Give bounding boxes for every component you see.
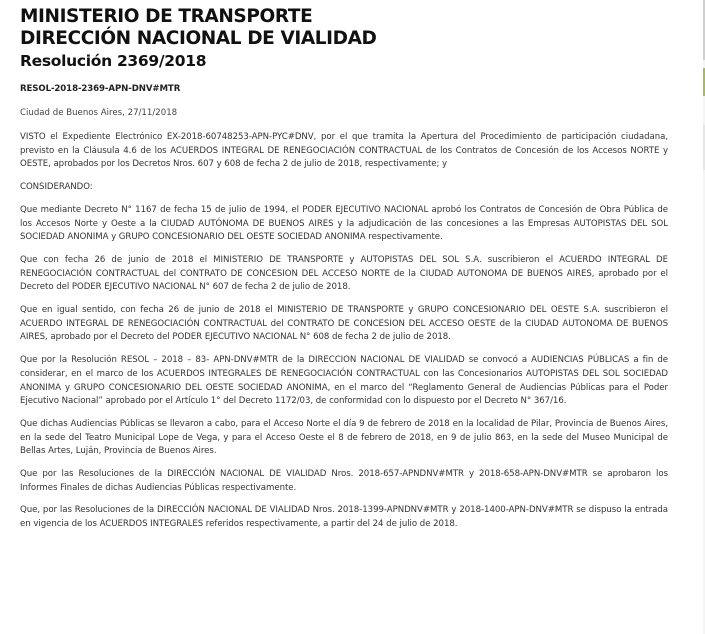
resolution-title: Resolución 2369/2018 bbox=[20, 52, 207, 70]
document-page bbox=[20, 6, 668, 532]
ministry-heading: MINISTERIO DE TRANSPORTE bbox=[20, 6, 313, 27]
paragraph: Que por las Resoluciones de la DIRECCIÓN NACIONAL DE VIALIDAD Nros. 2018-657-APNDNV#MTR y 2018-658-APN-DNV#MTR se aprobaron los Informes Finales de dichas Audiencias Públicas respectivamente. bbox=[20, 469, 668, 493]
paragraph: Que por la Resolución RESOL – 2018 – 83- APN-DNV#MTR de la DIRECCION NACIONAL DE VIALIDAD se convocó a AUDIENCIAS PÚBLICAS a fin de considerar, en el marco de los ACUERDOS INTEGRALES DE RENEGOCIACIÓN CONTRACTUAL con las Concesionarios AUTOPISTAS DEL SOL SOCIEDAD ANONIMA y GRUPO CONCESIONARIO DEL OESTE SOCIEDAD ANONIMA, en el marco del “Reglamento General de Audiencias Públicas para el Poder Ejecutivo Nacional” aprobado por el Artículo 1° del Decreto 1172/03, de conformidad con lo dispuesto por el Decreto N° 367/16. bbox=[20, 355, 668, 407]
paragraph: Que, por las Resoluciones de la DIRECCIÓN NACIONAL DE VIALIDAD Nros. 2018-1399-APNDNV#MTR y 2018-1400-APN-DNV#MTR se dispuso la entrada en vigencia de los ACUERDOS INTEGRALES referidos respectivamente, a partir del 24 de julio de 2018. bbox=[20, 505, 668, 530]
paragraph: Que con fecha 26 de junio de 2018 el MINISTERIO DE TRANSPORTE y AUTOPISTAS DEL SOL S.A. suscribieron el ACUERDO INTEGRAL DE RENEGOCIACIÓN CONTRACTUAL del CONTRATO DE CONCESION DEL ACCESO NORTE de la CIUDAD AUTONOMA DE BUENOS AIRES, aprobado por el Decreto del PODER EJECUTIVO NACIONAL N° 607 de fecha 2 de julio de 2018. bbox=[20, 254, 668, 293]
paragraph-visto: VISTO el Expediente Electrónico EX-2018-60748253-APN-PYC#DNV, por el que tramita la Apertura del Procedimiento de participación ciudadana, previsto en la Cláusula 4.6 de los ACUERDOS INTEGRAL DE RENEGOCIACIÓN CONTRACTUAL de los Contratos de Concesión de los Accesos NORTE y OESTE, aprobados por los Decretos Nros. 607 y 608 de fecha 2 de julio de 2018, respectivamente; y bbox=[20, 132, 668, 170]
paragraph: Que dichas Audiencias Públicas se llevaron a cabo, para el Acceso Norte el día 9 de febrero de 2018 en la localidad de Pilar, Provincia de Buenos Aires, en la sede del Teatro Municipal Lope de Vega, y para el Acceso Oeste el 8 de febrero de 2018, en 9 de julio 863, en la sede del Museo Municipal de Bellas Artes, Luján, Provincia de Buenos Aires. bbox=[20, 418, 668, 457]
paragraph: Que mediante Decreto N° 1167 de fecha 15 de julio de 1994, el PODER EJECUTIVO NACIONAL aprobó los Contratos de Concesión de Obra Pública de los Accesos Norte y Oeste a la CIUDAD AUTÓNOMA DE BUENOS AIRES y la adjudicación de las concesiones a las Empresas AUTOPISTAS DEL SOL SOCIEDAD ANONIMA y GRUPO CONCESIONARIO DEL OESTE SOCIEDAD ANONIMA respectivamente. bbox=[20, 204, 668, 243]
place-date: Ciudad de Buenos Aires, 27/11/2018 bbox=[20, 108, 178, 118]
resolution-code: RESOL-2018-2369-APN-DNV#MTR bbox=[20, 84, 181, 94]
paragraph: Que en igual sentido, con fecha 26 de junio de 2018 el MINISTERIO DE TRANSPORTE y GRUPO CONCESIONARIO DEL OESTE S.A. suscribieron el ACUERDO INTEGRAL DE RENEGOCIACIÓN CONTRACTUAL del CONTRATO DE CONCESION DEL ACCESO OESTE de la CIUDAD AUTONOMA DE BUENOS AIRES, aprobado por el Decreto del PODER EJECUTIVO NACIONAL N° 608 de fecha 2 de julio de 2018. bbox=[20, 305, 668, 343]
agency-heading: DIRECCIÓN NACIONAL DE VIALIDAD bbox=[20, 28, 377, 49]
paragraph-considerando: CONSIDERANDO: bbox=[20, 182, 93, 193]
